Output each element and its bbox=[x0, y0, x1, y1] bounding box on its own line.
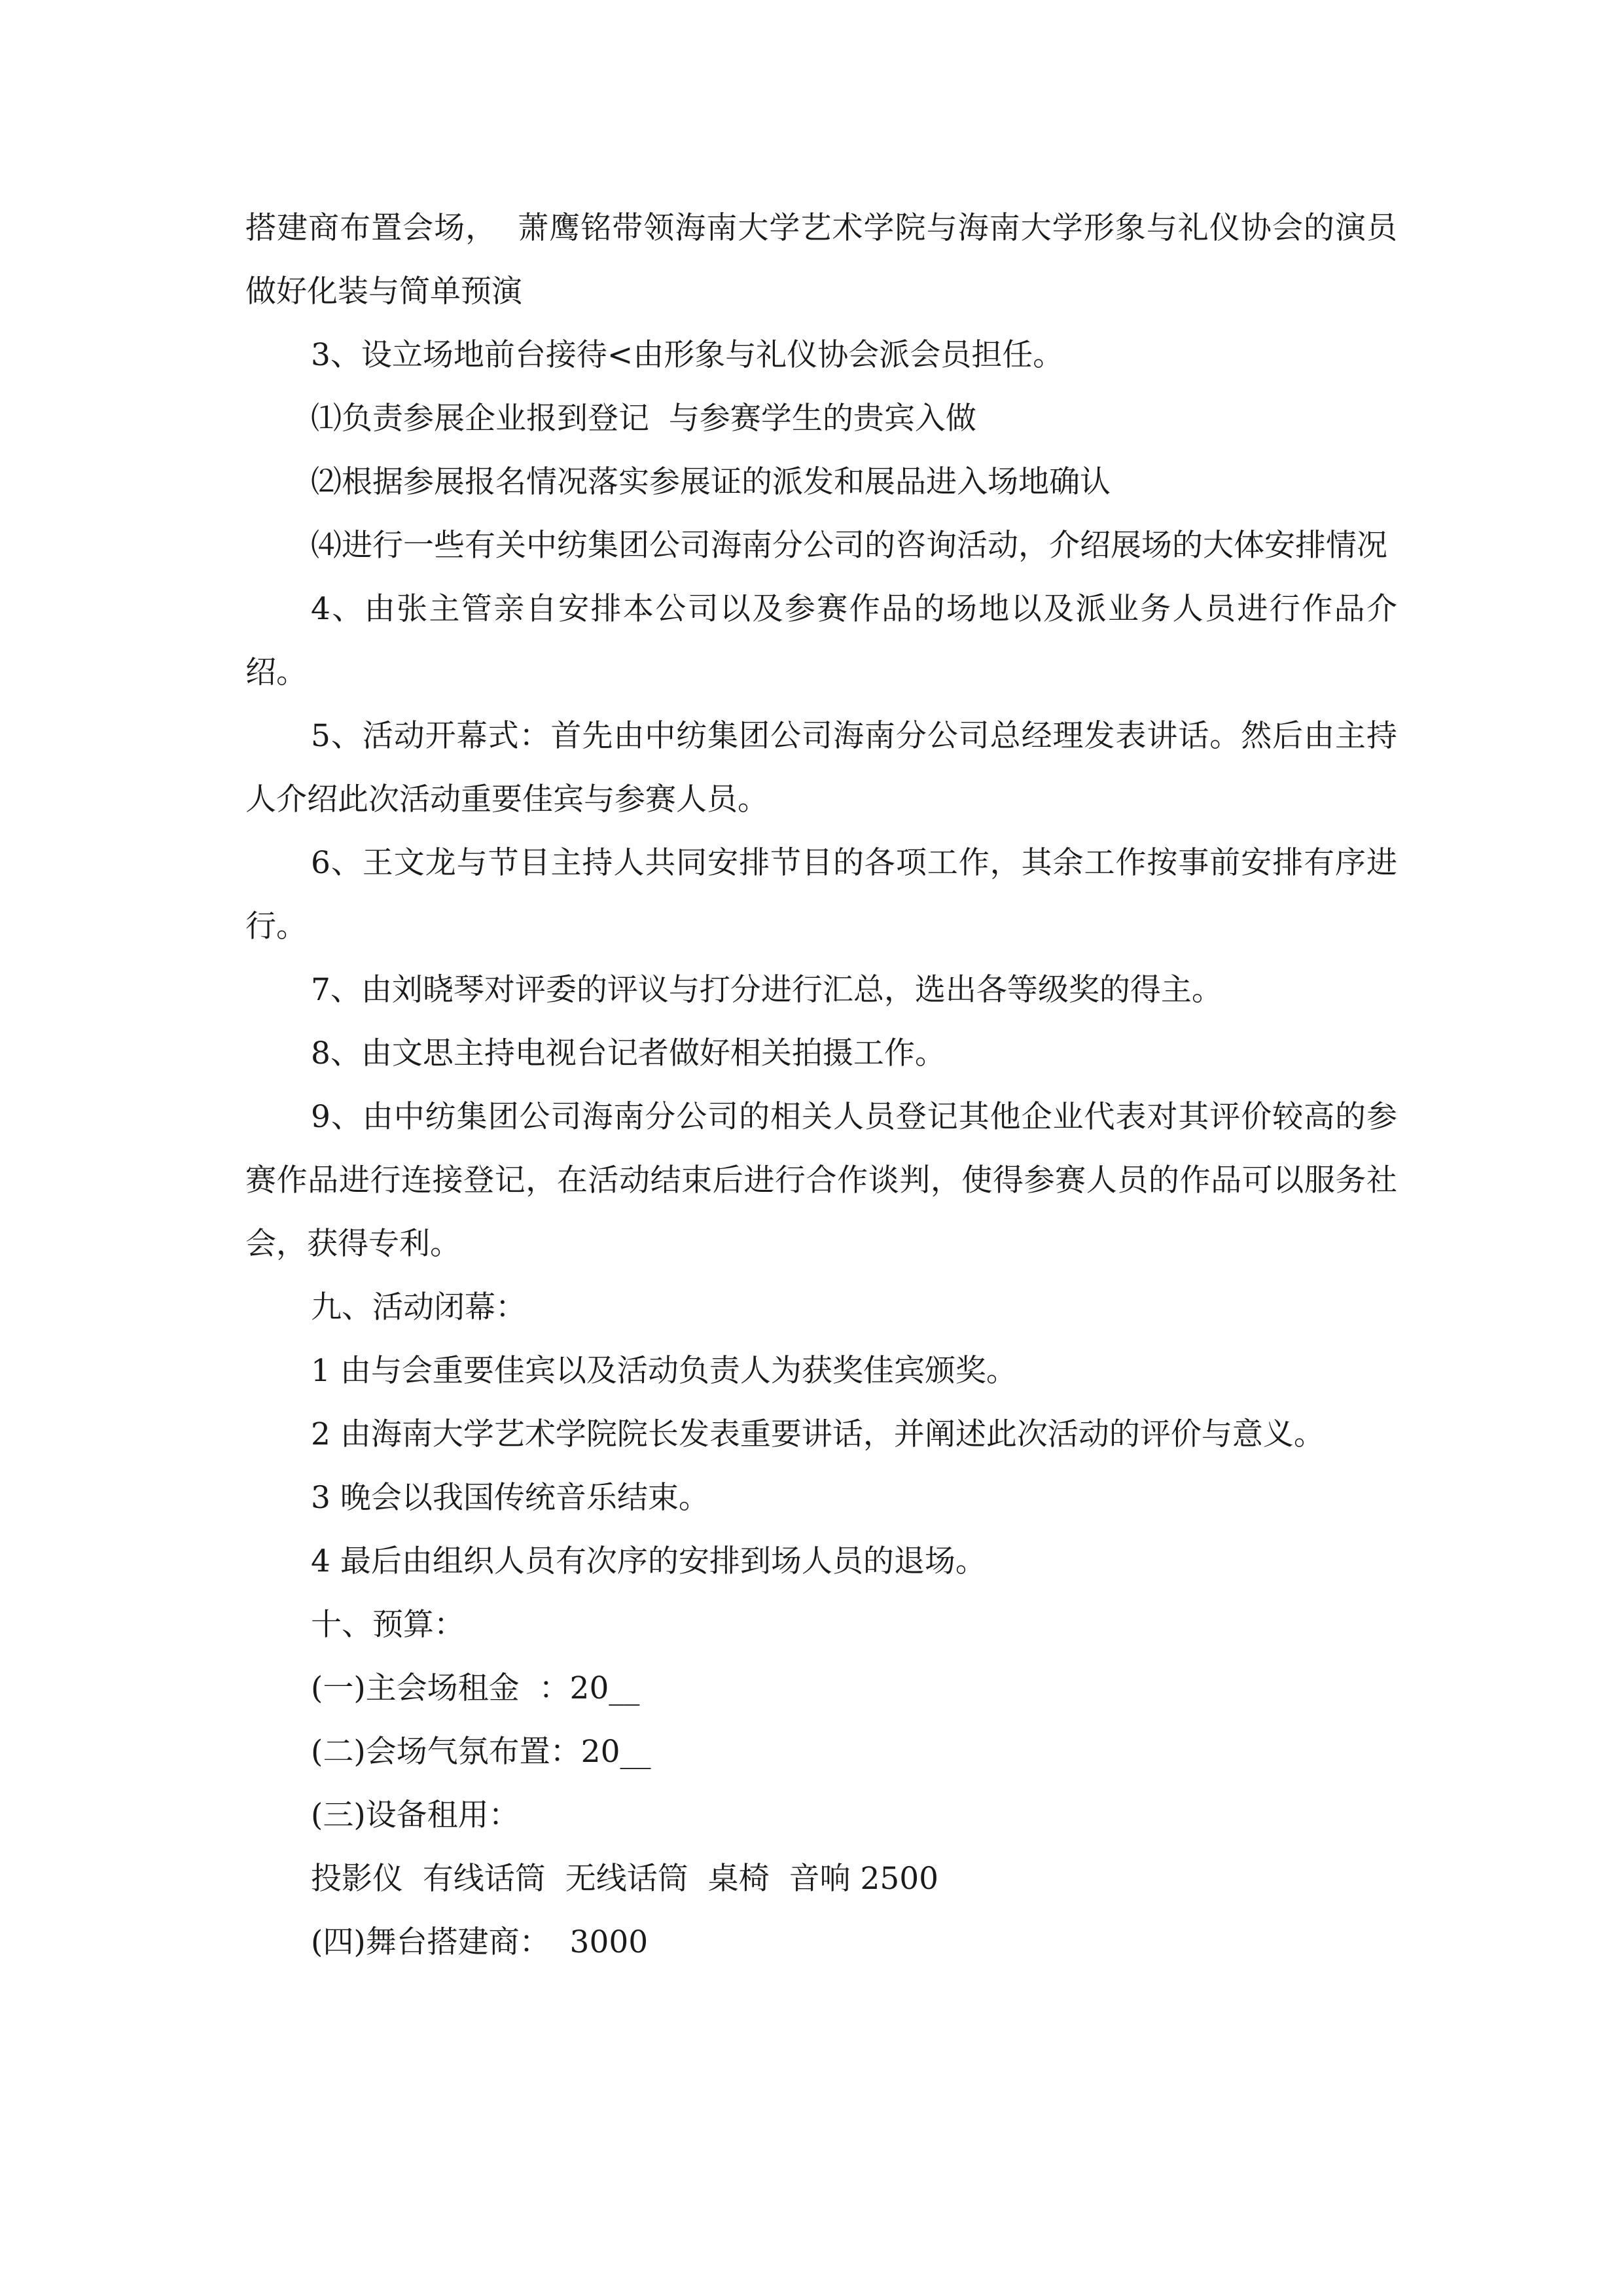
paragraph-stage-setup: 搭建商布置会场， 萧鹰铭带领海南大学艺术学院与海南大学形象与礼仪协会的演员做好化装与简单预演 bbox=[245, 210, 1397, 310]
paragraph-item-5-opening: 5、活动开幕式：首先由中纺集团公司海南分公司总经理发表讲话。然后由主持人介绍此次活动重要佳宾与参赛人员。 bbox=[245, 718, 1397, 817]
paragraph-sub-2-badges: ⑵根据参展报名情况落实参展证的派发和展品进入场地确认 bbox=[311, 464, 1111, 500]
paragraph-item-9-registration: 9、由中纺集团公司海南分公司的相关人员登记其他企业代表对其评价较高的参赛作品进行连接登记，在活动结束后进行合作谈判，使得参赛人员的作品可以服务社会，获得专利。 bbox=[245, 1099, 1397, 1262]
section-heading-closing: 九、活动闭幕： bbox=[311, 1289, 526, 1325]
budget-item-venue-rent: (一)主会场租金 ：20__ bbox=[311, 1670, 640, 1706]
paragraph-item-8-filming: 8、由文思主持电视台记者做好相关拍摄工作。 bbox=[311, 1035, 946, 1071]
budget-item-equipment: (三)设备租用： bbox=[311, 1797, 520, 1833]
paragraph-item-3-reception: 3、设立场地前台接待<由形象与礼仪协会派会员担任。 bbox=[311, 337, 1064, 373]
budget-item-stage: (四)舞台搭建商： 3000 bbox=[311, 1924, 649, 1960]
document-body bbox=[245, 196, 1397, 1974]
paragraph-sub-1-registration: ⑴负责参展企业报到登记 与参赛学生的贵宾入做 bbox=[311, 401, 976, 437]
section-heading-budget: 十、预算： bbox=[311, 1607, 465, 1643]
paragraph-closing-4: 4 最后由组织人员有次序的安排到场人员的退场。 bbox=[311, 1543, 986, 1579]
budget-item-decoration: (二)会场气氛布置：20__ bbox=[311, 1734, 651, 1770]
paragraph-item-4-venue: 4、由张主管亲自安排本公司以及参赛作品的场地以及派业务人员进行作品介绍。 bbox=[245, 591, 1397, 691]
paragraph-item-6-program: 6、王文龙与节目主持人共同安排节目的各项工作，其余工作按事前安排有序进行。 bbox=[245, 845, 1397, 944]
paragraph-item-7-scoring: 7、由刘晓琴对评委的评议与打分进行汇总，选出各等级奖的得主。 bbox=[311, 972, 1222, 1008]
budget-equipment-list: 投影仪 有线话筒 无线话筒 桌椅 音响 2500 bbox=[311, 1861, 939, 1897]
paragraph-sub-4-consulting: ⑷进行一些有关中纺集团公司海南分公司的咨询活动，介绍展场的大体安排情况 bbox=[311, 528, 1387, 564]
paragraph-closing-3: 3 晚会以我国传统音乐结束。 bbox=[311, 1480, 709, 1516]
paragraph-closing-1: 1 由与会重要佳宾以及活动负责人为获奖佳宾颁奖。 bbox=[311, 1353, 1017, 1389]
paragraph-closing-2: 2 由海南大学艺术学院院长发表重要讲话，并阐述此次活动的评价与意义。 bbox=[311, 1416, 1325, 1452]
